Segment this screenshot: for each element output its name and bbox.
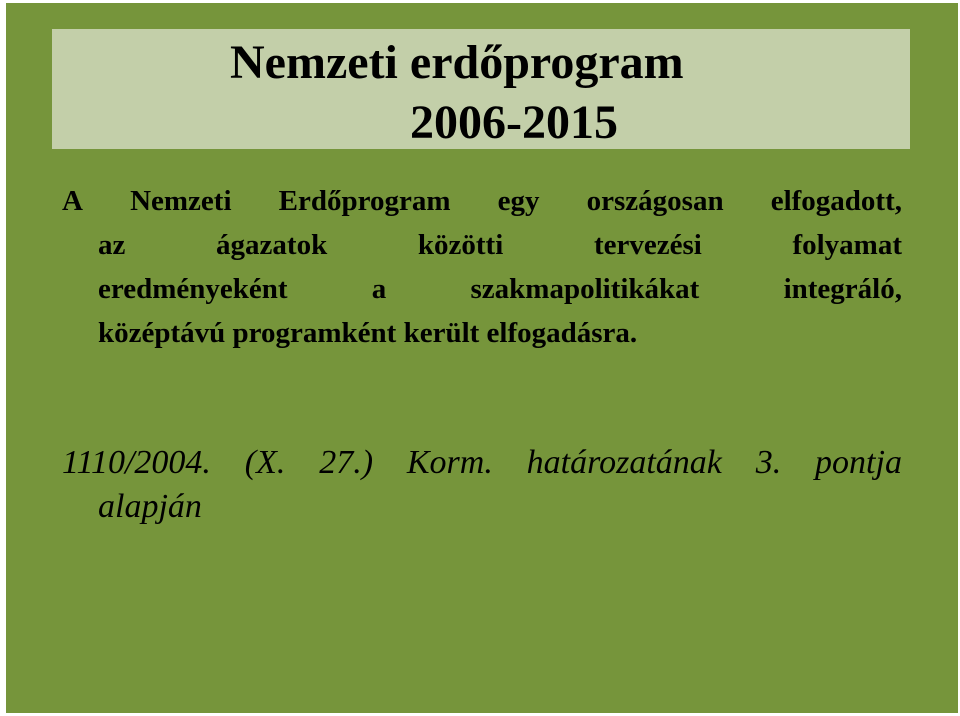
reference-word: határozatának: [526, 444, 722, 481]
body-word: ágazatok: [216, 229, 328, 261]
title-main: Nemzeti erdőprogram: [230, 36, 684, 89]
reference-word: Korm.: [406, 444, 493, 481]
body-word: Nemzeti: [130, 185, 232, 217]
reference-line-1: [62, 441, 902, 485]
body-word: A: [62, 185, 83, 217]
body-word: az: [98, 229, 126, 261]
body-word: országosan: [586, 185, 724, 217]
legal-reference: [62, 441, 902, 529]
body-word: szakmapolitikákat: [470, 273, 700, 305]
body-word: a: [371, 273, 387, 305]
body-word: folyamat: [792, 229, 902, 261]
reference-word: 3.: [755, 444, 782, 481]
reference-line-2: alapján: [98, 488, 202, 525]
body-word: közötti: [417, 229, 504, 261]
body-line-1: [62, 179, 902, 223]
reference-word: 1110/2004.: [62, 444, 211, 481]
body-word: tervezési: [593, 229, 702, 261]
body-word: eredményeként: [98, 273, 288, 305]
body-paragraph: [62, 179, 902, 355]
body-line-3: [62, 267, 902, 311]
body-word: integráló,: [783, 273, 902, 305]
body-word: egy: [497, 185, 540, 217]
body-word: Erdőprogram: [278, 185, 451, 217]
reference-word: pontja: [815, 444, 902, 481]
title-box: [52, 29, 910, 149]
slide: [6, 3, 958, 713]
reference-word: 27.): [319, 444, 374, 481]
body-line-4: középtávú programként került elfogadásra.: [98, 317, 638, 349]
body-word: elfogadott,: [770, 185, 902, 217]
title-years: 2006-2015: [410, 96, 618, 149]
body-line-2: [62, 223, 902, 267]
reference-word: (X.: [244, 444, 286, 481]
